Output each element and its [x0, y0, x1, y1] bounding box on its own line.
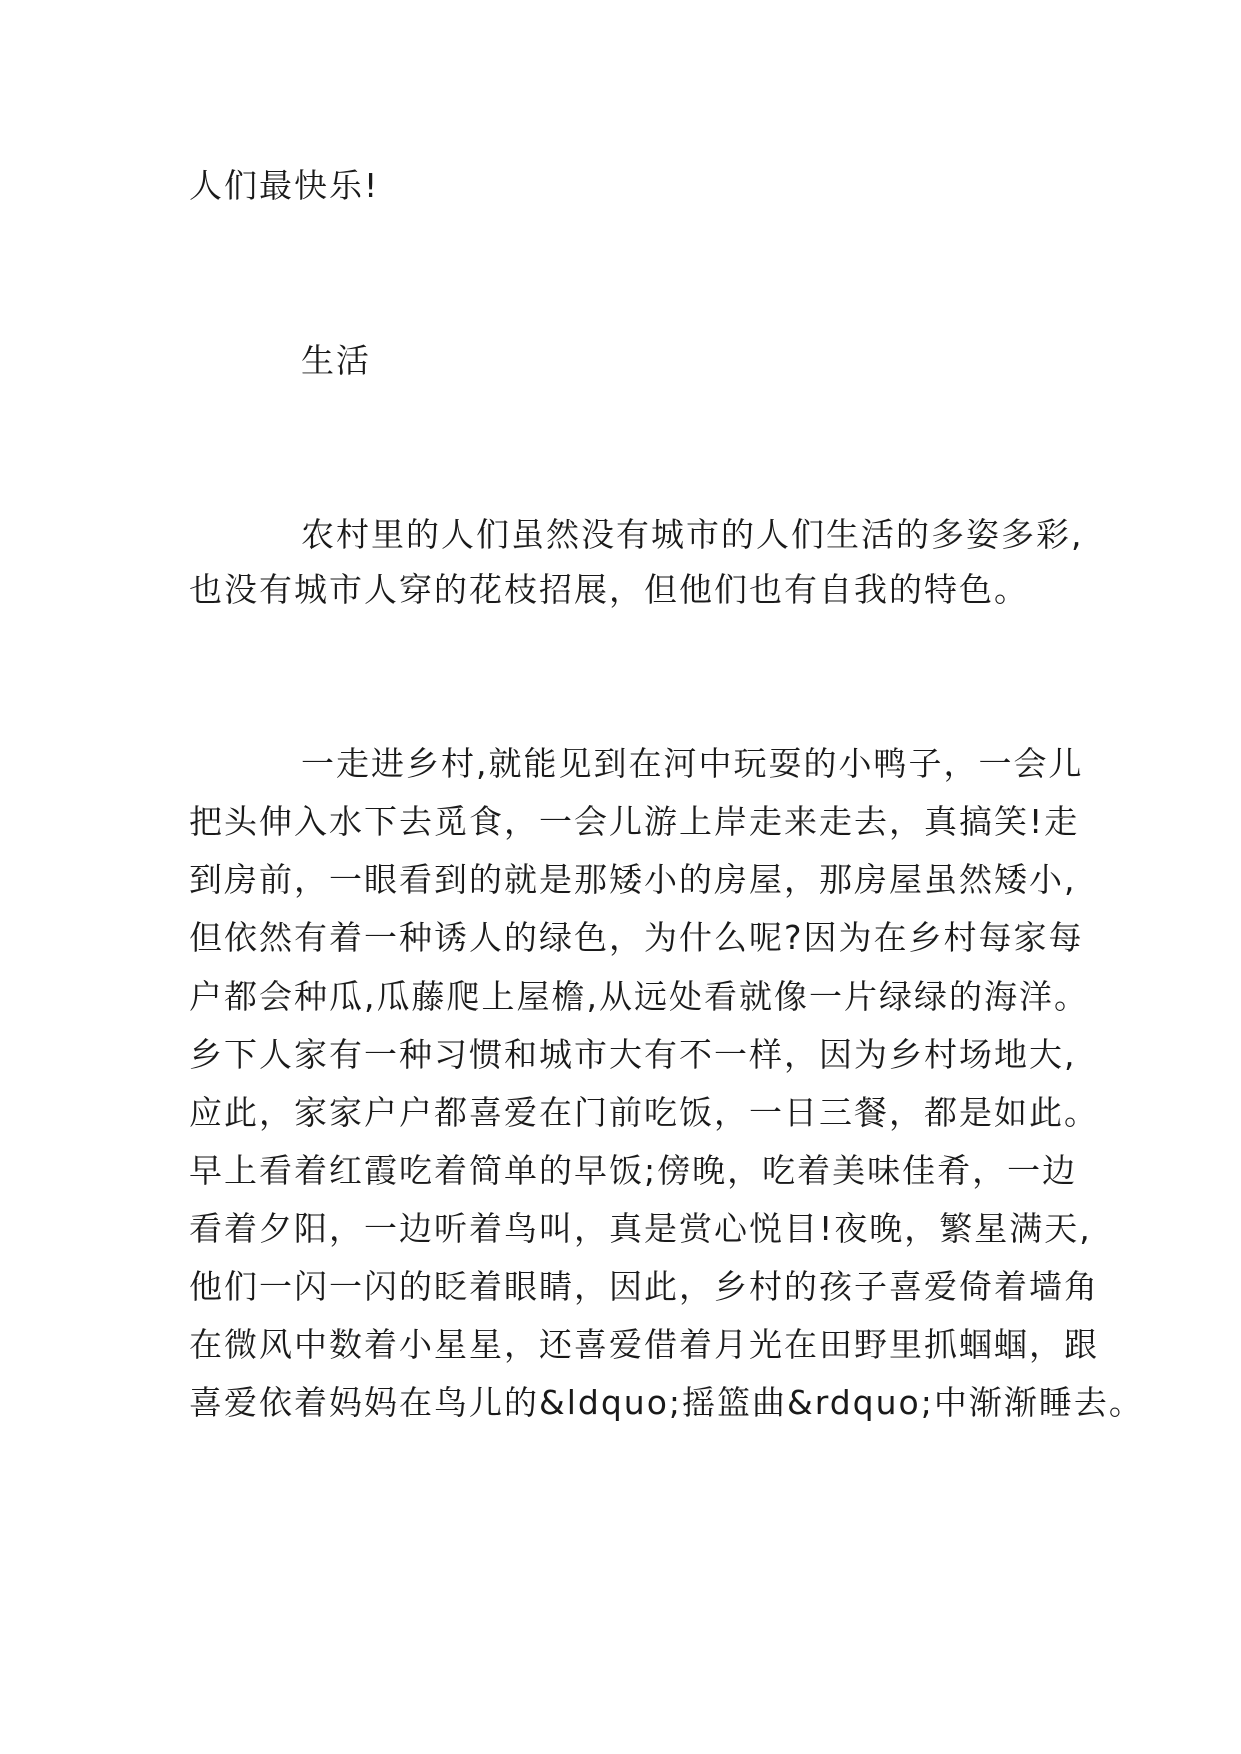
- paragraph-line: 但依然有着一种诱人的绿色，为什么呢?因为在乡村每家每: [189, 918, 1084, 957]
- paragraph-line: 看着夕阳，一边听着鸟叫，真是赏心悦目!夜晚，繁星满天,: [189, 1209, 1092, 1248]
- paragraph-line: 他们一闪一闪的眨着眼睛，因此，乡村的孩子喜爱倚着墙角: [189, 1267, 1099, 1306]
- paragraph-line: 在微风中数着小星星，还喜爱借着月光在田野里抓蝈蝈，跟: [189, 1325, 1099, 1364]
- paragraph-line: 乡下人家有一种习惯和城市大有不一样，因为乡村场地大,: [189, 1035, 1077, 1074]
- paragraph-line: 一走进乡村,就能见到在河中玩耍的小鸭子，一会儿: [301, 744, 1084, 783]
- paragraph-line: 户都会种瓜,瓜藤爬上屋檐,从远处看就像一片绿绿的海洋。: [189, 977, 1089, 1016]
- section-heading: 生活: [301, 341, 371, 380]
- opening-line: 人们最快乐!: [189, 166, 380, 205]
- paragraph-line: 早上看着红霞吃着简单的早饭;傍晚，吃着美味佳肴，一边: [189, 1151, 1078, 1190]
- paragraph-line: 农村里的人们虽然没有城市的人们生活的多姿多彩,: [301, 515, 1084, 554]
- paragraph-line: 应此，家家户户都喜爱在门前吃饭，一日三餐，都是如此。: [189, 1093, 1099, 1132]
- paragraph-line: 到房前，一眼看到的就是那矮小的房屋，那房屋虽然矮小,: [189, 860, 1077, 899]
- paragraph-line: 把头伸入水下去觅食，一会儿游上岸走来走去，真搞笑!走: [189, 802, 1080, 841]
- paragraph-line: 喜爱依着妈妈在鸟儿的&ldquo;摇篮曲&rdquo;中渐渐睡去。: [189, 1383, 1144, 1422]
- paragraph-line: 也没有城市人穿的花枝招展，但他们也有自我的特色。: [189, 570, 1029, 609]
